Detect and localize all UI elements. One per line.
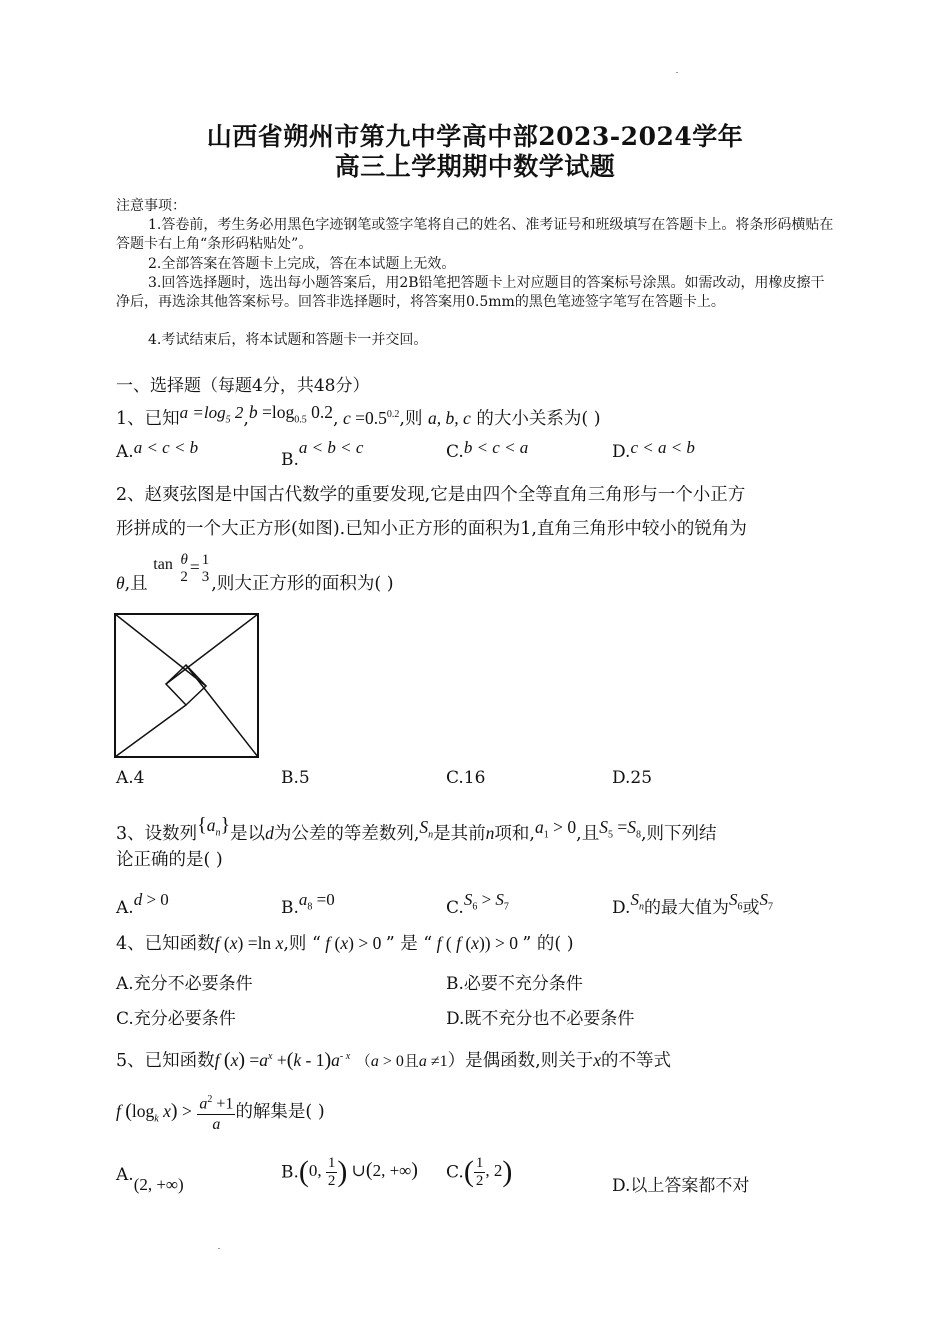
q1-option-b[interactable] xyxy=(281,438,363,470)
q2-tail: ,则大正方形的面积为( ) xyxy=(211,574,394,594)
exam-title-line1: 山西省朔州市第九中学高中部2023-2024学年 xyxy=(206,122,744,151)
q2-and: ,且 xyxy=(124,574,148,594)
q1-option-a-text: a < c < b xyxy=(133,438,199,457)
q5-cond-a-not-one: a ≠1 xyxy=(418,1052,448,1070)
q5-option-b[interactable] xyxy=(281,1155,418,1190)
question-5 xyxy=(116,1040,846,1079)
q3-mid6: ,则下列结 xyxy=(640,824,717,844)
q1-tail: 的大小关系为( ) xyxy=(476,409,601,429)
q5-option-c-math: ( $\frac{1}{2}$ , 2) xyxy=(463,1155,513,1189)
q1-option-d-label: D. xyxy=(612,442,631,462)
q4-condition-1: f (x) > 0 xyxy=(325,933,386,953)
q2-theta: θ xyxy=(116,573,125,593)
q3-option-d-text: 的最大值为 xyxy=(643,898,729,918)
q2-line-1: 2、赵爽弦图是中国古代数学的重要发现,它是由四个全等直角三角形与一个小正方 xyxy=(116,485,746,505)
q2-half-angle-fraction xyxy=(178,552,190,586)
q5-option-c[interactable] xyxy=(446,1155,512,1190)
large-square xyxy=(115,614,258,757)
q3-option-c-label: C. xyxy=(446,898,464,918)
q5-inequality-rhs: $\frac{a^2 +1}{a}$ xyxy=(197,1090,235,1135)
q2-line-2: 形拼成的一个大正方形(如图).已知小正方形的面积为1,直角三角形中较小的锐角为 xyxy=(116,519,747,539)
q4-option-a[interactable]: A.充分不必要条件 xyxy=(116,974,253,994)
q1-option-d-text: c < a < b xyxy=(630,438,695,457)
q1-prefix: 1、已知 xyxy=(116,409,180,429)
q5-cond-close: ）是偶函数,则关于 xyxy=(447,1050,594,1071)
q5-option-a-label: A. xyxy=(116,1165,134,1185)
q2-line-3 xyxy=(116,551,516,601)
q3-mid2: 为公差的等差数列, xyxy=(273,824,420,844)
q1-option-c[interactable] xyxy=(446,438,528,462)
q1-a-def: a =log5 2 xyxy=(179,403,244,426)
q3-option-d-sn: $S_n$ xyxy=(630,890,644,913)
exam-title-line2: 高三上学期期中数学试题 xyxy=(334,152,616,181)
q4-option-b[interactable]: B.必要不充分条件 xyxy=(446,974,583,994)
triangle-side-1 xyxy=(115,614,206,686)
q1-option-c-label: C. xyxy=(446,442,464,462)
q3-option-c-math: $S_6 > S_7$ xyxy=(463,890,509,913)
q5-option-a-math: (2, +∞) xyxy=(133,1175,184,1194)
triangle-side-4 xyxy=(115,705,186,757)
q1-option-c-text: b < c < a xyxy=(463,438,529,457)
q1-option-b-text: a < b < c xyxy=(298,438,364,457)
q3-option-d-label: D. xyxy=(612,898,631,918)
q3-d: d xyxy=(265,823,274,843)
q1-option-a-label: A. xyxy=(116,442,134,462)
q4-mid1: ,则 “ xyxy=(283,934,321,954)
notice-item-1: 1.答卷前，考生务必用黑色字迹钢笔或签字笔将自己的姓名、准考证号和班级填写在答题卡上。将条形码横贴在答题卡右上角“条形码粘贴处”。 xyxy=(116,217,834,252)
q3-mid1: 是以 xyxy=(230,824,266,844)
q3-option-d-or: 或 xyxy=(742,898,760,918)
q2-frac-num: θ xyxy=(180,551,188,568)
q5-option-d[interactable]: D.以上答案都不对 xyxy=(612,1176,750,1196)
q5-function-def: f $(x) =a^x +(k - 1)a^{- x}$ xyxy=(214,1048,351,1071)
q4-option-d[interactable]: D.既不充分也不必要条件 xyxy=(446,1009,635,1029)
q3-option-d-s7: $S_7$ xyxy=(759,890,773,913)
q2-option-b[interactable]: B.5 xyxy=(281,768,310,788)
q5-line2-tail: 的解集是( ) xyxy=(235,1102,325,1123)
q5-inequality-lhs: f ($\log_k$ x) > xyxy=(116,1100,192,1125)
q5-cond-a-positive: a > 0 xyxy=(370,1052,404,1070)
q3-sn: $S_n$ xyxy=(419,817,434,841)
question-1: 1、已知$^{a =log_5 2},b =\log_{0.5}$ 0.2, $c =0.5^{0.2}$,则 a, b, c 的大小关系为( ) xyxy=(116,402,601,429)
q5-option-c-label: C. xyxy=(446,1162,464,1183)
notice-item-2: 2.全部答案在答题卡上完成，答在本试题上无效。 xyxy=(148,256,456,272)
q2-equals: = xyxy=(189,557,200,577)
q5-cond-mid: 且 xyxy=(403,1051,419,1070)
q2-rhs-den: 3 xyxy=(201,568,210,585)
q3-mid5: ,且 xyxy=(576,824,600,844)
q1-c-def: $c =0.5^{0.2}$ xyxy=(342,408,400,428)
q1-b-def: $b =\log_{0.5}$ 0.2 xyxy=(248,402,334,426)
scan-speck xyxy=(218,1248,220,1249)
q2-rhs-num: 1 xyxy=(201,551,210,568)
q3-sequence: $\{a_n\}$ xyxy=(197,814,231,839)
q3-s5-eq-s8: $S_5 =S_8$ xyxy=(599,817,641,841)
q2-rhs-fraction xyxy=(200,552,212,586)
q3-option-b[interactable] xyxy=(281,890,335,918)
notice-item-4: 4.考试结束后，将本试题和答题卡一并交回。 xyxy=(148,332,428,348)
q4-condition-2: f ( f (x)) > 0 xyxy=(436,933,523,953)
q3-mid4: 项和, xyxy=(494,824,535,844)
q5-option-b-math: (0, $\frac{1}{2}$ ) ∪(2, +∞) xyxy=(298,1155,418,1189)
q3-mid3: 是其前 xyxy=(433,824,486,844)
q3-option-b-math: $a_8 =0$ xyxy=(298,890,335,913)
q4-tail: ” 的( ) xyxy=(522,934,574,954)
q2-tan: tan xyxy=(153,556,173,573)
q5-x: x xyxy=(593,1049,601,1070)
zhao-shuang-diagram xyxy=(114,613,260,759)
q1-option-b-label: B. xyxy=(281,450,299,470)
q3-prefix: 3、设数列 xyxy=(116,824,198,844)
q2-option-d[interactable]: D.25 xyxy=(612,768,653,788)
q3-n: n xyxy=(485,823,495,843)
q3-option-a-math: d > 0 xyxy=(133,890,169,909)
q4-function-def: f (x) =ln x xyxy=(214,933,284,953)
q4-mid2: ” 是 “ xyxy=(385,934,433,954)
q3-option-d-s6: $S_6$ xyxy=(728,890,743,913)
q3-a1-positive: $a_1 > 0$ xyxy=(535,817,577,841)
q1-suffix: ,则 xyxy=(399,409,423,429)
q2-frac-den: 2 xyxy=(180,568,188,585)
question-4 xyxy=(116,926,846,961)
q1-option-a[interactable] xyxy=(116,438,198,462)
q3-option-c[interactable] xyxy=(446,890,509,918)
q5-prefix: 5、已知函数 xyxy=(116,1050,215,1071)
q1-vars: a, b, c xyxy=(428,408,471,428)
section-heading: 一、选择题（每题4分，共48分） xyxy=(116,376,370,396)
q5-line-2 xyxy=(116,1090,516,1137)
q3-line-2: 论正确的是( ) xyxy=(116,850,223,870)
q3-option-d[interactable] xyxy=(612,890,773,918)
q1-option-d[interactable] xyxy=(612,438,695,462)
notice-heading: 注意事项： xyxy=(116,198,186,214)
notice-item-3: 3.回答选择题时，选出每小题答案后，用2B铅笔把答题卡上对应题目的答案标号涂黑。如需改动，用橡皮擦干净后，再选涂其他答案标号。回答非选择题时，将答案用0.5mm的黑色笔迹签字笔写在答题卡上。 xyxy=(116,275,825,310)
q2-option-a[interactable]: A.4 xyxy=(116,768,145,788)
q5-tail: 的不等式 xyxy=(600,1050,671,1071)
q5-option-a[interactable] xyxy=(116,1165,184,1195)
triangle-side-2 xyxy=(166,614,258,684)
q2-option-c[interactable]: C.16 xyxy=(446,768,486,788)
q5-option-b-label: B. xyxy=(281,1162,299,1183)
triangle-side-3 xyxy=(186,665,258,757)
q3-option-a[interactable] xyxy=(116,890,169,918)
q3-option-b-label: B. xyxy=(281,898,299,918)
q4-prefix: 4、已知函数 xyxy=(116,934,215,954)
scan-speck xyxy=(676,72,678,73)
q5-cond-open: （ xyxy=(355,1051,371,1070)
q4-option-c[interactable]: C.充分必要条件 xyxy=(116,1009,236,1029)
q3-option-a-label: A. xyxy=(116,898,134,918)
